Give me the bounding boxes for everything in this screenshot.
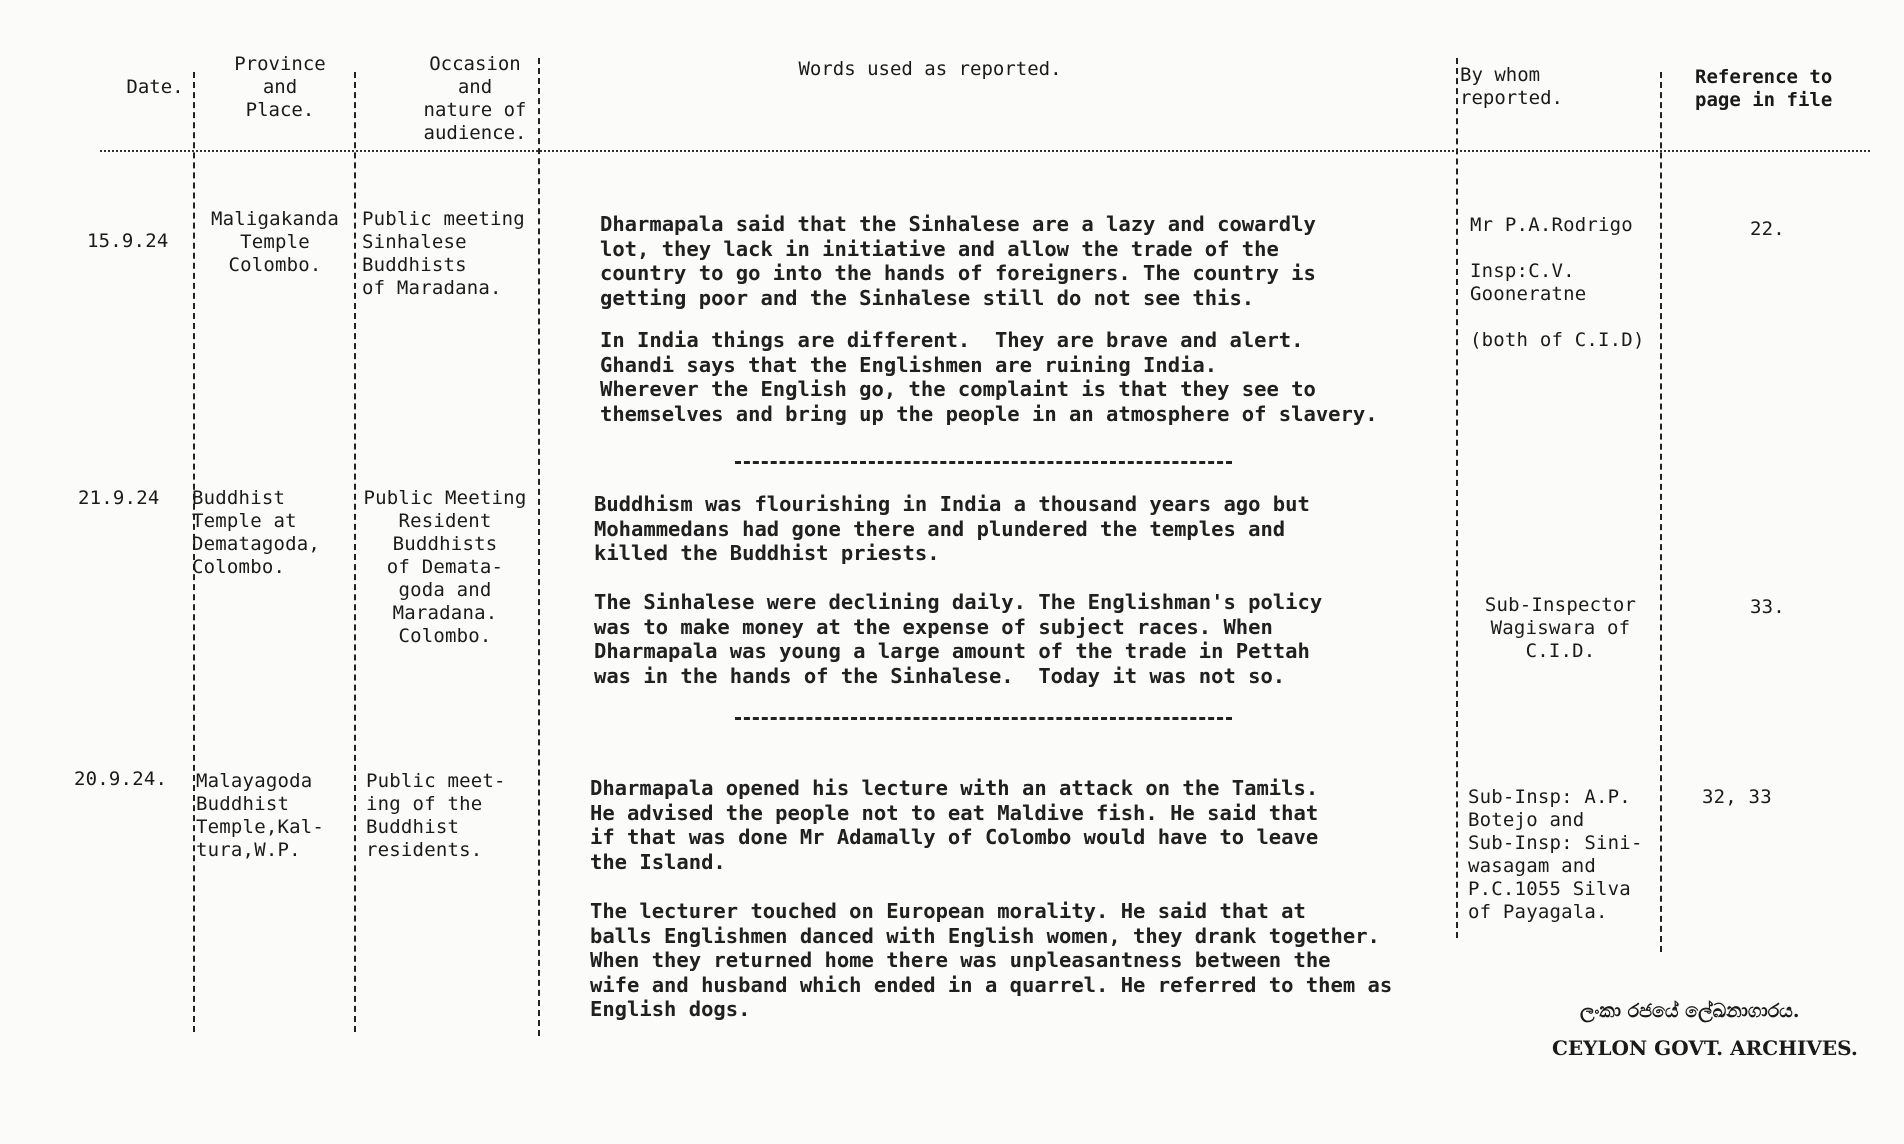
row2-occasion: Public Meeting Resident Buddhists of Demata- goda and Maradana. Colombo.: [363, 487, 527, 647]
row1-reporter: Mr P.A.Rodrigo Insp:C.V. Gooneratne (both of C.I.D): [1470, 214, 1645, 351]
row3-words-para1: Dharmapala opened his lecture with an attack on the Tamils. He advised the people not to eat Maldive fish. He said that if that was done Mr Adamally of Colombo would have to leave the Island.: [590, 776, 1319, 874]
row2-reference: 33.: [1750, 596, 1785, 618]
header-by-whom: By whom reported.: [1460, 64, 1563, 109]
archive-stamp-sinhala: ලංකා රජයේ ලේඛනාගාරය.: [1580, 1000, 1800, 1022]
header-occasion: Occasion and nature of audience.: [423, 53, 527, 144]
row1-words-para1: Dharmapala said that the Sinhalese are a lazy and cowardly lot, they lack in initiative and allow the trade of the country to go into the hands of foreigners. The country is getting poor and the Sinhalese still do not see this.: [600, 212, 1316, 310]
column-divider-5: [1660, 72, 1662, 952]
row3-reporter: Sub-Insp: A.P. Botejo and Sub-Insp: Sini- wasagam and P.C.1055 Silva of Payagala.: [1468, 786, 1643, 923]
header-province: Province and Place.: [234, 53, 326, 121]
header-date: Date.: [126, 76, 184, 98]
row3-reference: 32, 33: [1702, 786, 1772, 808]
row2-place: Buddhist Temple at Dematagoda, Colombo.: [192, 487, 321, 578]
row3-words-para2: The lecturer touched on European morality. He said that at balls Englishmen danced with English women, they drank together. When they returned home there was unpleasantness between the wife and husband which ended in a quarrel. He referred to them as English dogs.: [590, 899, 1393, 1021]
row2-words-para1: Buddhism was flourishing in India a thousand years ago but Mohammedans had gone there and plundered the temples and killed the Buddhist priests.: [594, 492, 1310, 565]
row1-words-para2: In India things are different. They are brave and alert. Ghandi says that the Englishmen are ruining India. Wherever the English go, the complaint is that they see to themselves and bring up the people in an atmosphere of slavery.: [600, 328, 1378, 426]
header-divider: [100, 150, 1870, 152]
header-reference: Reference to page in file: [1695, 66, 1833, 111]
row2-words-para2: The Sinhalese were declining daily. The Englishman's policy was to make money at the expense of subject races. When Dharmapala was young a large amount of the trade in Pettah was in the hands of the Sinhalese. Today it was not so.: [594, 590, 1323, 688]
header-words: Words used as reported.: [798, 58, 1062, 80]
row2-date: 21.9.24: [78, 487, 160, 509]
row2-reporter: Sub-Inspector Wagiswara of C.I.D.: [1484, 594, 1637, 662]
archive-stamp-english: CEYLON GOVT. ARCHIVES.: [1552, 1036, 1858, 1060]
row1-end-separator: [735, 461, 1232, 464]
row1-occasion: Public meeting Sinhalese Buddhists of Maradana.: [362, 208, 525, 299]
row3-date: 20.9.24.: [74, 768, 168, 790]
row3-place: Malayagoda Buddhist Temple,Kal- tura,W.P.: [196, 770, 325, 861]
row1-date: 15.9.24: [87, 230, 169, 252]
row2-end-separator: [735, 717, 1232, 720]
row1-reference: 22.: [1750, 218, 1785, 240]
column-divider-4: [1456, 58, 1458, 938]
row3-occasion: Public meet- ing of the Buddhist residents.: [366, 770, 506, 861]
row1-place: Maligakanda Temple Colombo.: [210, 208, 340, 276]
